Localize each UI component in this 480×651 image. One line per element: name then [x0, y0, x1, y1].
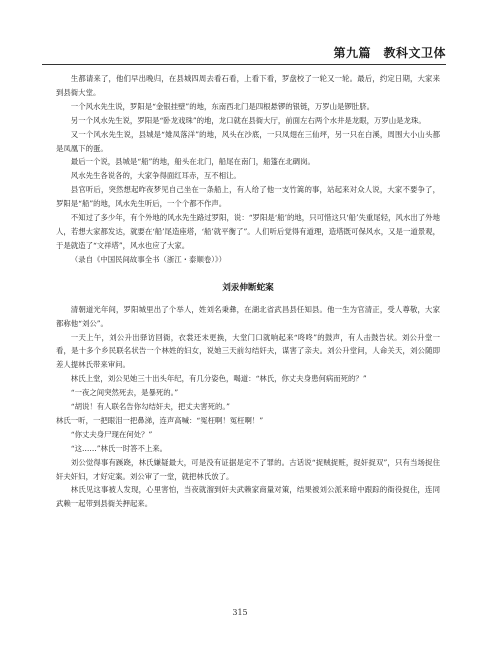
story1-paragraph: 县官听后，突然想起昨夜梦见自己坐在一条船上，有人给了他一支竹篙的事，站起来对众人说，大家不要争了，罗阳是“船”的地，风水先生听后，一个个都不作声。 [56, 185, 440, 209]
running-header [42, 42, 446, 62]
header-divider [42, 64, 446, 65]
story2-paragraph: 林氏一听，一把眼泪一把鼻涕，连声高喊：“冤枉啊！冤枉啊！” [56, 415, 264, 425]
story1-paragraph: 一个风水先生说，罗阳是“金银挂壁”的地，东南西北门是四根悬锣的银链，万罗山是锣肚脐。 [70, 101, 374, 111]
story2-title: 刘汞伸断蛇案 [222, 282, 274, 293]
story1-paragraph: 不知过了多少年，有个外地的风水先生路过罗阳，说：“罗阳是‘船’的地，只可惜这只‘船’失重尾轻，风水出了外地人，若想大家都发达，就要在‘船’尾造座塔，‘船’就平衡了”。人们听后觉得有道理，造塔既可保风水，又是一道景观，于是就造了“文祥塔”，风水也应了大家。 [56, 213, 440, 250]
story1-paragraph: 生都请来了，他们早出晚归，在县城四周去看石看，上看下看，罗盘校了一轮又一轮。最后，约定日期，大家来到县衙大堂。 [56, 74, 440, 97]
page-number: 315 [232, 608, 248, 617]
header-title: 第九篇 教科文卫体 [333, 45, 446, 60]
story2-paragraph: 一天上午，刘公升出驿访回衙，衣裳还未更换，大堂门口就响起来“咚咚”的鼓声，有人击鼓告状。刘公升堂一看，是十多个乡民联名状告一个林姓的妇女，说她三天前勾结奸夫，谋害了亲夫。刘公升堂问，人命关天，刘公随即差人提林氏带来审问。 [56, 332, 440, 370]
story1-paragraph: 另一个风水先生说，罗阳是“卧龙戏珠”的地，龙口就在县衙大厅，前面左右两个水井是龙眼，万罗山是龙珠。 [70, 115, 426, 125]
story1-paragraph: 风水先生各说各的，大家争得面红耳赤，互不相让。 [70, 171, 241, 181]
story1-paragraph: 又一个风水先生说，县城是“雉凤落洋”的地，风头在沙底，一只凤翅在三仙坪，另一只在白溪，周围大小山头都是凤凰下的蛋。 [56, 129, 440, 153]
story2-paragraph: “你丈夫身尸现在何处？” [70, 429, 153, 439]
story2-paragraph: 林氏上堂，刘公见她三十出头年纪，有几分姿色，喝道：“林氏，你丈夫身患何病而死的？” [70, 374, 367, 384]
page-body [56, 72, 440, 511]
story1-paragraph: 最后一个说，县城是“船”的地，船头在北门，船尾在南门，船篷在北碉岗。 [70, 157, 315, 167]
story2-paragraph: 清朝道光年间，罗阳城里出了个举人，姓刘名秉彝，在湖北省武昌县任知县。他一生为官清正，受人尊敬，大家都称他“刘公”。 [56, 304, 440, 328]
story2-paragraph: 林氏见这事被人发现，心里害怕，当夜就溜到奸夫武赖家商量对策，结果被刘公派来暗中跟踪的衙役捉住，连同武赖一起带到县衙关押起来。 [56, 485, 440, 509]
story2-paragraph: “胡说！有人联名告你勾结奸夫，把丈夫害死的。” [70, 402, 230, 412]
story2-paragraph: “一夜之间突然死去，是暴死的。” [70, 388, 179, 398]
story2-paragraph: 刘公觉得事有蹊跷，林氏嫌疑最大，可是没有证据是定不了罪的。古话说“捉贼捉赃，捉奸捉双”，只有当场捉住奸夫奸妇，才好定案。刘公审了一堂，就把林氏放了。 [56, 457, 440, 481]
story2-paragraph: “这……”林氏一时答不上来。 [70, 443, 168, 453]
story1-source-citation: （录自《中国民间故事全书（浙江・泰顺卷）》） [70, 254, 226, 264]
